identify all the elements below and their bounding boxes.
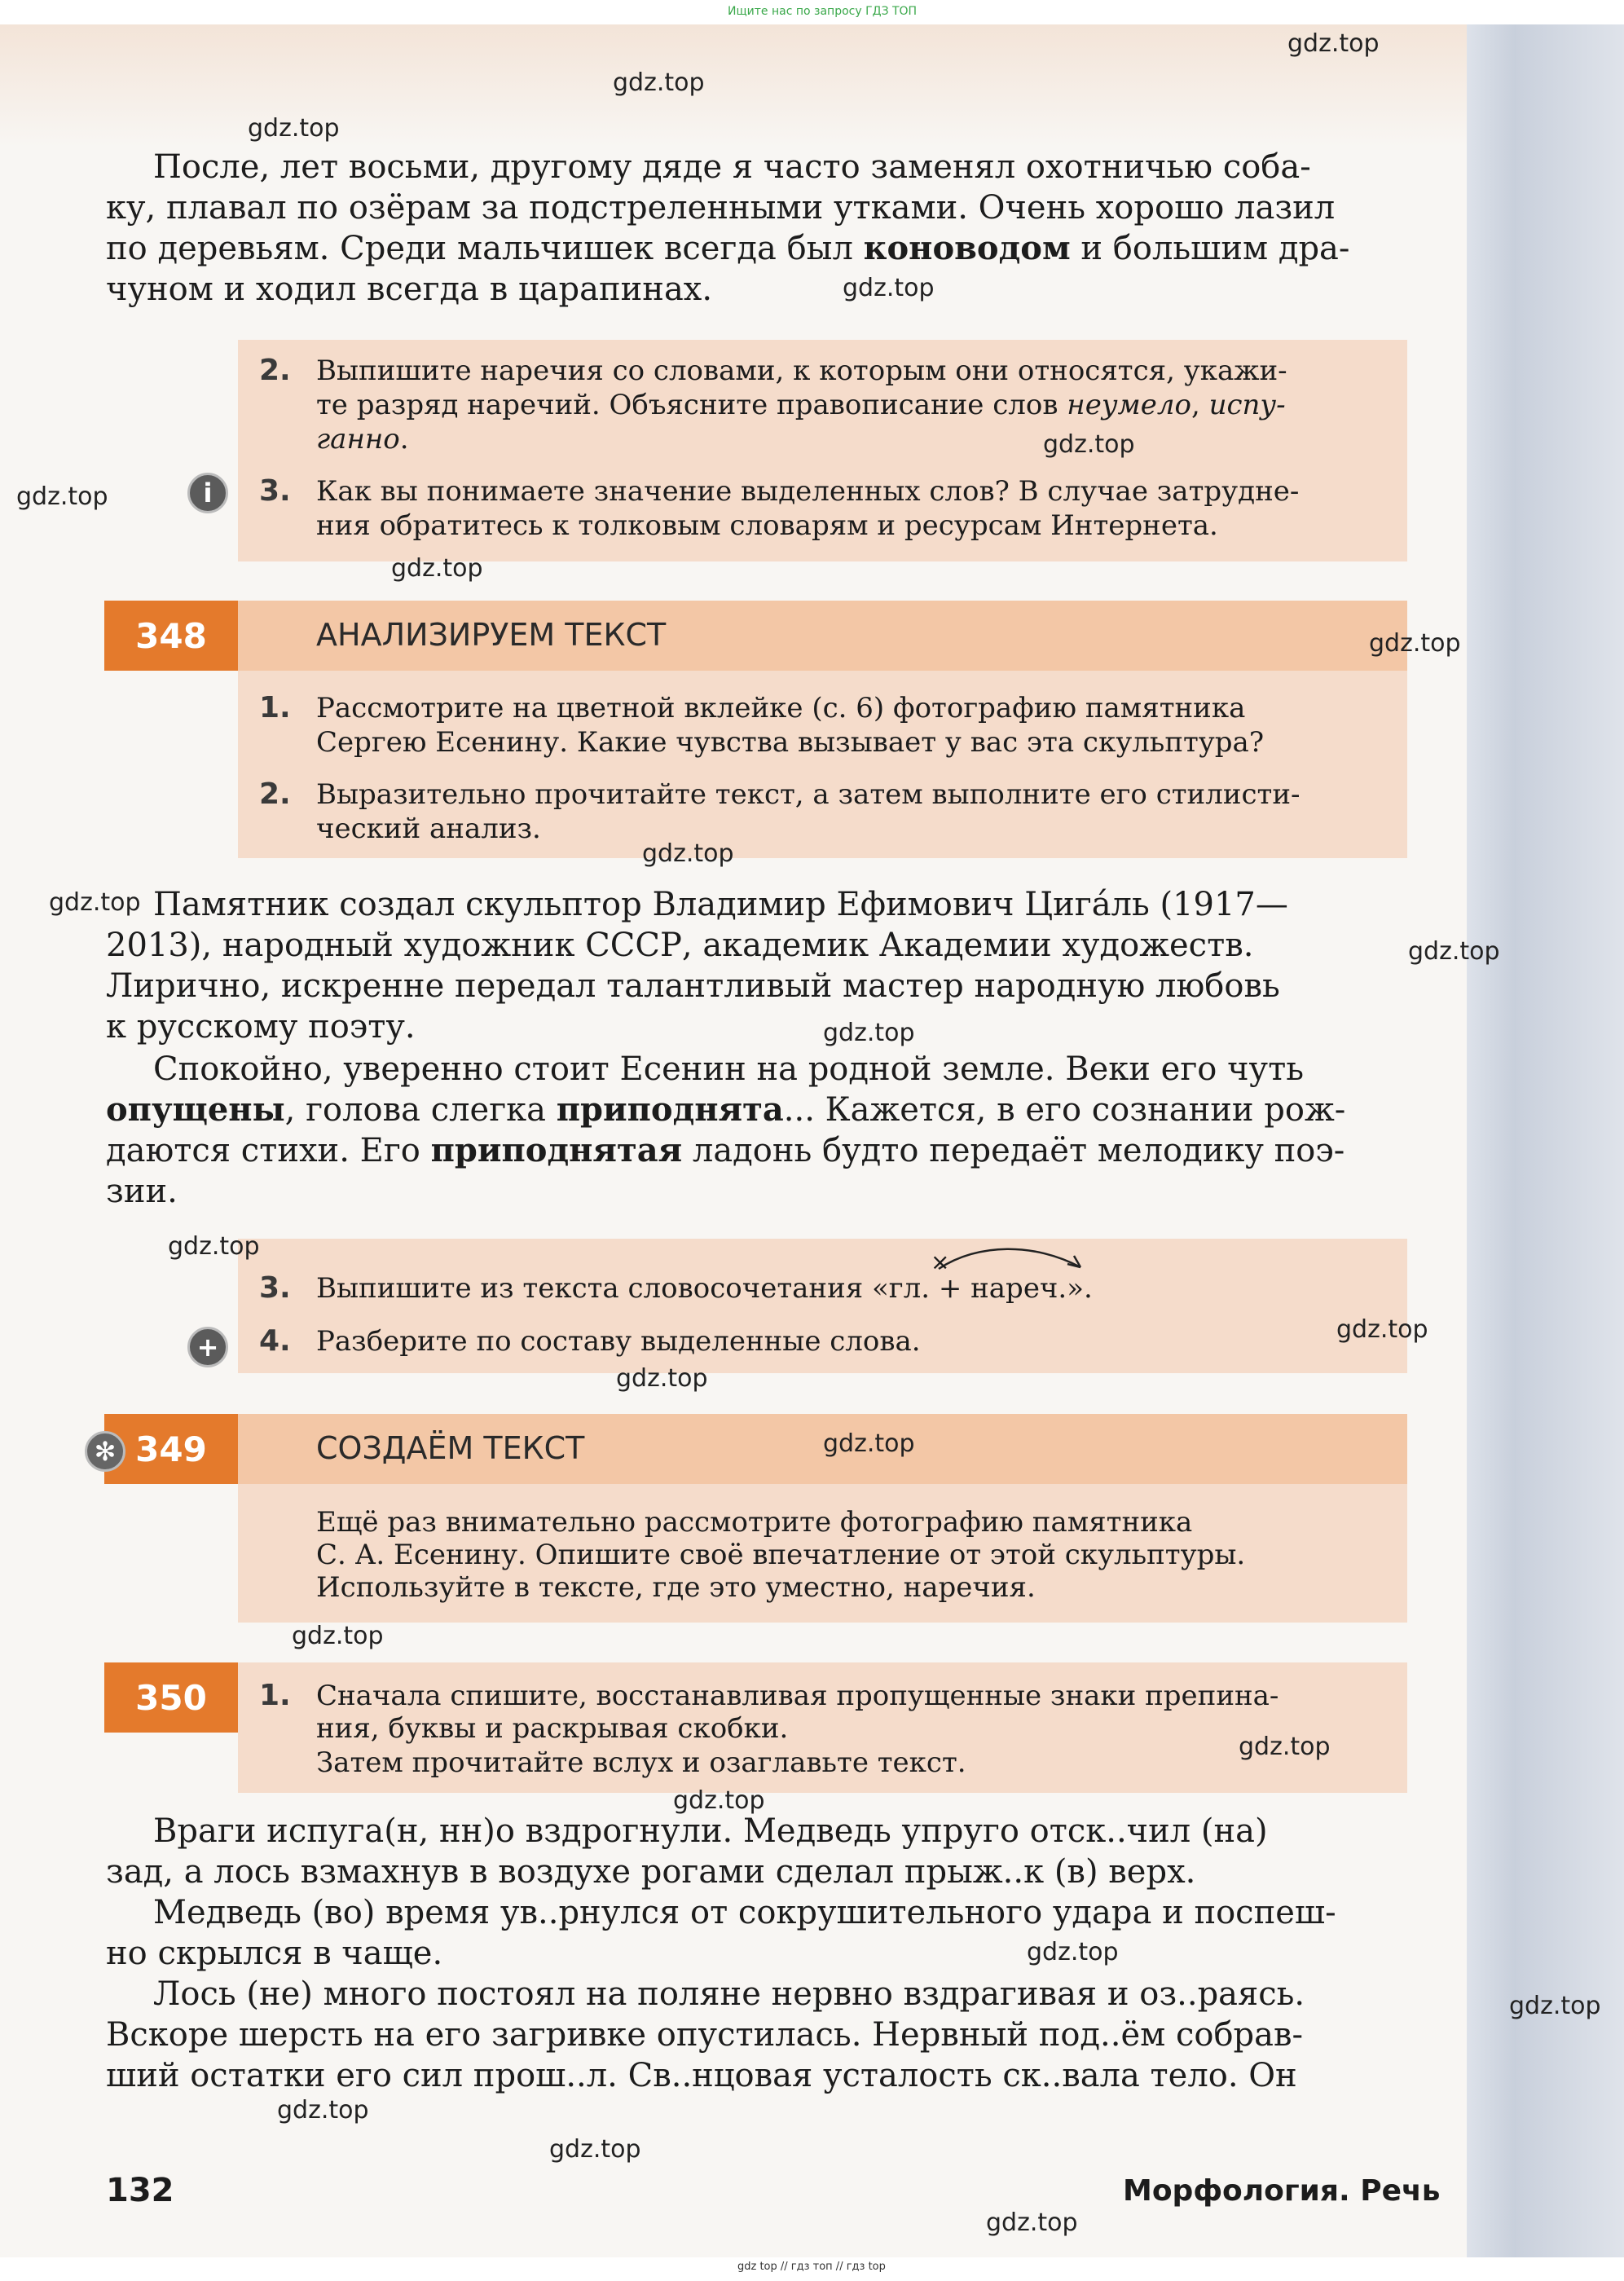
intro-line: по деревьям. Среди мальчишек всегда был коноводом и большим дра- (106, 229, 1350, 267)
watermark: gdz.top (168, 1232, 260, 1261)
watermark: gdz.top (1369, 629, 1461, 658)
task-349-number: 349 (104, 1414, 238, 1484)
task-347-item-2-line: те разряд наречий. Объясните правописание слов неумело, испу- (316, 389, 1286, 421)
top-search-link[interactable]: Ищите нас по запросу ГДЗ ТОП (728, 5, 918, 18)
watermark: gdz.top (248, 114, 340, 143)
text-line: к русскому поэту. (106, 1008, 416, 1046)
task-item-number: 4. (259, 1324, 291, 1358)
task-348-item-2-line: Выразительно прочитайте текст, а затем выполните его стилисти- (316, 778, 1301, 811)
watermark: gdz.top (1408, 937, 1500, 966)
text-line: 2013), народный художник СССР, академик Академии художеств. (106, 927, 1254, 964)
task-348-item-1-line: Сергею Есенину. Какие чувства вызывает у вас эта скульптура? (316, 726, 1265, 759)
task-348-item-1-line: Рассмотрите на цветной вклейке (с. 6) фотографию памятника (316, 692, 1246, 724)
watermark: gdz.top (642, 839, 734, 868)
task-item-number: 3. (259, 1271, 291, 1305)
task-348-item-3-line: Выпишите из текста словосочетания «гл. + нареч.». (316, 1272, 1093, 1305)
task-349-line: Ещё раз внимательно рассмотрите фотографию памятника (316, 1506, 1193, 1539)
task-349-title: СОЗДАЁМ ТЕКСТ (316, 1430, 585, 1466)
text-line: ший остатки его сил прош..л. Св..нцовая усталость ск..вала тело. Он (106, 2057, 1297, 2094)
intro-line: чуном и ходил всегда в царапинах. (106, 271, 713, 308)
watermark: gdz.top (16, 482, 108, 511)
task-350-line: Сначала спишите, восстанавливая пропущенные знаки препина- (316, 1680, 1279, 1712)
star-icon: ✻ (85, 1431, 125, 1472)
watermark: gdz.top (616, 1364, 708, 1393)
page-number: 132 (106, 2172, 174, 2209)
watermark: gdz.top (1287, 29, 1380, 58)
text-line: Медведь (во) время ув..рнулся от сокрушительного удара и поспеш- (153, 1894, 1336, 1931)
plus-icon: + (187, 1327, 228, 1367)
text-line: Памятник создал скульптор Владимир Ефимович Цига́ль (1917— (153, 886, 1288, 923)
watermark: gdz.top (823, 1019, 915, 1047)
bottom-link[interactable]: gdz top // гдз топ // гдз top (737, 2261, 886, 2273)
task-349-line: Используйте в тексте, где это уместно, наречия. (316, 1571, 1036, 1604)
task-350-line: Затем прочитайте вслух и озаглавьте текст. (316, 1746, 966, 1779)
cross-mark: × (931, 1248, 950, 1275)
watermark: gdz.top (549, 2135, 641, 2164)
task-item-number: 2. (259, 354, 291, 387)
text-line: Враги испуга(н, нн)о вздрогнули. Медведь упруго отск..чил (на) (153, 1812, 1268, 1850)
watermark: gdz.top (1239, 1733, 1331, 1761)
watermark: gdz.top (1027, 1938, 1119, 1966)
task-347-item-2-line: ганно. (316, 423, 409, 456)
section-title: Морфология. Речь (1123, 2174, 1441, 2208)
watermark: gdz.top (277, 2096, 369, 2125)
task-348-title: АНАЛИЗИРУЕМ ТЕКСТ (316, 617, 667, 653)
task-350-line: ния, буквы и раскрывая скобки. (316, 1712, 789, 1745)
text-line: Лось (не) много постоял на поляне нервно вздрагивая и оз..раясь. (153, 1975, 1305, 2013)
task-348-item-2-line: ческий анализ. (316, 812, 541, 845)
watermark: gdz.top (843, 274, 935, 302)
watermark: gdz.top (1043, 430, 1135, 459)
watermark: gdz.top (613, 68, 705, 97)
task-item-number: 1. (259, 691, 291, 724)
watermark: gdz.top (673, 1786, 765, 1815)
text-line: опущены, голова слегка приподнята... Кажется, в его сознании рож- (106, 1090, 1346, 1129)
watermark: gdz.top (292, 1622, 384, 1650)
task-347-item-3-line: Как вы понимаете значение выделенных слов? В случае затрудне- (316, 475, 1300, 508)
watermark: gdz.top (1336, 1315, 1428, 1344)
text-line: Спокойно, уверенно стоит Есенин на родной земле. Веки его чуть (153, 1050, 1304, 1088)
text-line: зии. (106, 1173, 178, 1210)
watermark: gdz.top (391, 554, 483, 583)
task-item-number: 3. (259, 474, 291, 508)
text-line: но скрылся в чаще. (106, 1935, 443, 1972)
task-item-number: 2. (259, 777, 291, 811)
watermark: gdz.top (49, 888, 141, 917)
next-page-edge (1516, 24, 1624, 2257)
task-349-line: С. А. Есенину. Опишите своё впечатление от этой скульптуры. (316, 1539, 1246, 1571)
watermark: gdz.top (986, 2208, 1078, 2237)
text-line: зад, а лось взмахнув в воздухе рогами сделал прыж..к (в) верх. (106, 1853, 1196, 1891)
task-350-number: 350 (104, 1662, 238, 1733)
task-348-item-4-line: Разберите по составу выделенные слова. (316, 1325, 921, 1358)
text-line: Вскоре шерсть на его загривке опустилась. Нервный под..ём собрав- (106, 2016, 1304, 2054)
task-348-number: 348 (104, 601, 238, 671)
text-line: Лирично, искренне передал талантливый мастер народную любовь (106, 967, 1280, 1005)
task-item-number: 1. (259, 1679, 291, 1712)
task-348-header (238, 601, 1407, 671)
watermark: gdz.top (823, 1429, 915, 1458)
intro-line: После, лет восьми, другому дяде я часто заменял охотничью соба- (153, 148, 1311, 186)
task-347-item-2-line: Выпишите наречия со словами, к которым они относятся, укажи- (316, 354, 1287, 387)
task-347-item-3-line: ния обратитесь к толковым словарям и ресурсам Интернета. (316, 509, 1218, 542)
text-line: даются стихи. Его приподнятая ладонь будто передаёт мелодику поэ- (106, 1131, 1345, 1169)
info-icon: i (187, 473, 228, 513)
page-top-shading (0, 24, 1467, 147)
book-spine (1467, 24, 1516, 2257)
intro-line: ку, плавал по озёрам за подстреленными утками. Очень хорошо лазил (106, 189, 1336, 227)
watermark: gdz.top (1509, 1992, 1601, 2020)
